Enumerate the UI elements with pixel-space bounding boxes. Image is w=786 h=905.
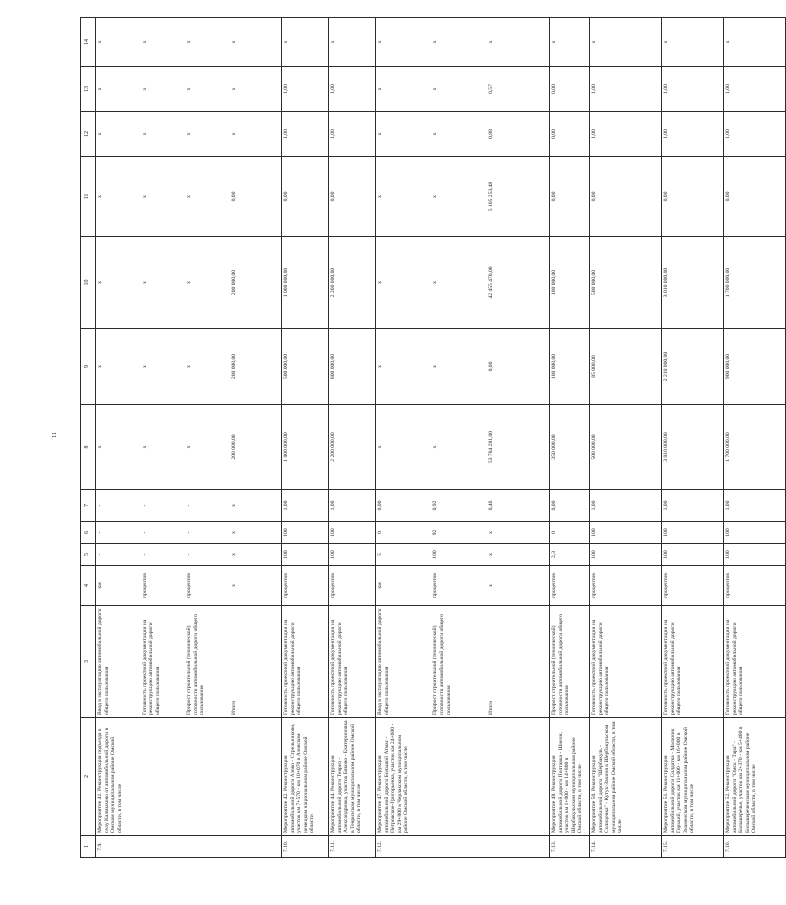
ratio: [662, 490, 724, 522]
planned-value: [376, 544, 550, 566]
indicator-name: [376, 606, 550, 718]
unit-line: процентов: [725, 573, 731, 598]
index-c: [96, 18, 282, 67]
ratio-line: 1,00: [663, 500, 669, 511]
unit-line: процентов: [663, 573, 669, 598]
budget-plan-line: 1 000 000,00: [283, 432, 289, 462]
row-number: 7.12.: [376, 836, 550, 858]
budget-period-line: 2 210 000,00: [663, 351, 669, 382]
ratio-line: 0,46: [487, 500, 494, 511]
ratio-line: -: [97, 504, 103, 507]
budget-fact-line: 0,00: [663, 191, 669, 202]
table-row: [96, 18, 282, 858]
index-a-line: x: [230, 132, 237, 136]
index-b-line: x: [230, 87, 237, 91]
budget-period: [590, 329, 662, 405]
index-c: [282, 18, 329, 67]
index-c: [329, 18, 376, 67]
indicator-name-line: Готовность проектной документации на реконструкцию автомобильной дороги общего пользования: [330, 619, 350, 715]
budget-total-line: x: [186, 281, 192, 284]
index-c-line: x: [487, 40, 494, 44]
index-c-line: x: [141, 40, 148, 44]
header-cell: 10: [81, 237, 96, 329]
budget-plan-line: x: [141, 445, 148, 449]
actual-value-line: 100: [591, 528, 597, 537]
actual-value-line: -: [141, 531, 148, 534]
budget-total-line: 1 700 000,00: [725, 267, 731, 298]
indicator-name: [96, 606, 282, 718]
unit: [662, 566, 724, 606]
budget-plan-line: 200 000,00: [230, 434, 237, 460]
unit-line: км: [377, 582, 383, 589]
index-b-line: x: [141, 87, 148, 91]
unit-line: x: [487, 584, 494, 587]
ratio-line: x: [230, 504, 237, 507]
budget-total: [662, 237, 724, 329]
budget-plan: [376, 405, 550, 490]
index-a-line: x: [141, 132, 148, 136]
budget-period-line: x: [186, 365, 192, 368]
indicator-name: [590, 606, 662, 718]
budget-period: [724, 329, 786, 405]
indicator-name-line: Прирост строительной (технической) готовности автомобильной дороги общего пользования: [551, 614, 571, 715]
unit-line: процентов: [283, 573, 289, 598]
budget-plan: [282, 405, 329, 490]
actual-value-line: 0: [377, 531, 383, 534]
actual-value-line: -: [97, 531, 103, 534]
planned-value-line: 100: [432, 550, 439, 559]
unit-line: x: [230, 584, 237, 587]
index-b-line: x: [97, 87, 103, 91]
budget-period-line: 800 000,00: [330, 353, 336, 380]
header-cell: 4: [81, 566, 96, 606]
table-row: [282, 18, 329, 858]
actual-value: [329, 522, 376, 544]
actual-value: [96, 522, 282, 544]
indicator-name: [329, 606, 376, 718]
event-name: Мероприятие 44. Реконструкция автомобильной дороги Тевриз - Александровка, участок Бяково - Екатериновка в Тевризском муниципальном районе Омской области, в том числе: [329, 718, 376, 836]
planned-value-line: 5: [377, 553, 383, 556]
indicator-name: [550, 606, 590, 718]
budget-plan-line: 350 000,00: [551, 434, 557, 460]
event-name: Мероприятие 52. Реконструкция автомобильной дороги "Омск - Тара" - Большеречье, участок км 2+370 - км 5+400 в Большереченском муниципальном районе Омской области, в том числе: [724, 718, 786, 836]
index-a-line: 0,00: [551, 129, 557, 139]
budget-plan-line: x: [186, 445, 192, 449]
planned-value: [329, 544, 376, 566]
header-cell: 13: [81, 67, 96, 112]
budget-fact: [590, 157, 662, 237]
event-name: Мероприятие 50. Реконструкция автомобильной дороги "Шербакуль - Солнцевка" - Кутук-Захиня в Шербакульском муниципальном районе Омской области, в том числе: [590, 718, 662, 836]
planned-value-line: -: [186, 553, 192, 556]
actual-value-line: x: [230, 531, 237, 534]
indicator-name: [724, 606, 786, 718]
actual-value: [282, 522, 329, 544]
ratio: [550, 490, 590, 522]
ratio-line: -: [141, 504, 148, 507]
actual-value-line: 0: [551, 531, 557, 534]
header-cell: 3: [81, 606, 96, 718]
budget-total-line: x: [432, 281, 439, 284]
header-cell: 11: [81, 157, 96, 237]
header-cell: 14: [81, 18, 96, 67]
ratio-line: 1,00: [591, 500, 597, 511]
budget-period-line: x: [432, 365, 439, 368]
index-b: [329, 67, 376, 112]
index-a-line: 1,00: [283, 129, 289, 139]
budget-period: [282, 329, 329, 405]
budget-period-line: x: [141, 365, 148, 368]
planned-value-line: x: [487, 553, 494, 556]
index-b: [282, 67, 329, 112]
budget-fact-line: 0,00: [551, 191, 557, 202]
index-a-line: 1,00: [591, 129, 597, 139]
budget-plan: [590, 405, 662, 490]
budget-total: [96, 237, 282, 329]
index-a: [96, 112, 282, 157]
header-cell: 1: [81, 836, 96, 858]
header-row: [81, 18, 96, 858]
header-cell: 8: [81, 405, 96, 490]
budget-plan: [662, 405, 724, 490]
budget-fact-line: x: [186, 195, 192, 198]
planned-value: [590, 544, 662, 566]
budget-plan-line: 3 010 000,00: [663, 432, 669, 462]
index-a-line: x: [97, 132, 103, 136]
budget-plan-line: 500 000,00: [591, 434, 597, 460]
budget-fact-line: 5 105 253,48: [487, 181, 494, 212]
ratio: [376, 490, 550, 522]
index-c: [376, 18, 550, 67]
ratio-line: 1,00: [725, 500, 731, 511]
index-c: [724, 18, 786, 67]
page-number: 11: [52, 432, 58, 438]
planned-value-line: 100: [283, 550, 289, 559]
budget-fact-line: 0,00: [725, 191, 731, 202]
budget-period-line: 0,00: [487, 361, 494, 372]
budget-period: [376, 329, 550, 405]
budget-plan-line: 2 200 000,00: [330, 432, 336, 462]
budget-total-line: 500 000,00: [591, 269, 597, 296]
planned-value-line: 100: [725, 550, 731, 559]
index-a-line: 1,00: [725, 129, 731, 139]
unit: [376, 566, 550, 606]
budget-plan-line: 53 784 281,00: [487, 430, 494, 464]
indicator-name-line: Ввод в эксплуатацию автомобильной дороги общего пользования: [97, 608, 110, 715]
index-a: [662, 112, 724, 157]
planned-value-line: 100: [663, 550, 669, 559]
budget-total-line: 100 000,00: [551, 269, 557, 296]
index-b: [96, 67, 282, 112]
index-b-line: 1,00: [663, 84, 669, 94]
budget-total-line: x: [377, 281, 383, 284]
budget-plan-line: x: [377, 445, 383, 449]
data-table: [80, 17, 786, 858]
unit-line: км: [97, 582, 103, 589]
index-b: [550, 67, 590, 112]
ratio: [590, 490, 662, 522]
budget-fact: [282, 157, 329, 237]
indicator-name-line: Итого: [230, 700, 237, 715]
actual-value-line: 100: [663, 528, 669, 537]
budget-plan-line: x: [432, 445, 439, 449]
index-b-line: 0,57: [487, 84, 494, 94]
index-a-line: 1,00: [330, 129, 336, 139]
index-c-line: x: [283, 40, 289, 44]
index-b-line: x: [432, 87, 439, 91]
index-c-line: x: [377, 40, 383, 44]
index-b-line: 1,00: [283, 84, 289, 94]
ratio-line: 1,00: [283, 500, 289, 511]
index-a-line: x: [186, 132, 192, 136]
budget-fact-line: x: [377, 195, 383, 198]
index-c: [590, 18, 662, 67]
index-b: [724, 67, 786, 112]
budget-total: [550, 237, 590, 329]
budget-period: [329, 329, 376, 405]
unit-line: процентов: [141, 573, 148, 598]
row-number: 7.14.: [590, 836, 662, 858]
index-c-line: x: [432, 40, 439, 44]
budget-plan: [96, 405, 282, 490]
unit: [550, 566, 590, 606]
table-row: [550, 18, 590, 858]
planned-value-line: 100: [330, 550, 336, 559]
index-c-line: x: [591, 40, 597, 44]
row-number: 7.16.: [724, 836, 786, 858]
budget-total-line: 3 010 000,00: [663, 267, 669, 298]
event-name: Мероприятие 42. Реконструкция автомобильной дороги Азово - Стрельниково, участок км 7+570 - км 10+070 в Азовском немецком национальном районе Омской области: [282, 718, 329, 836]
index-b-line: 0,00: [551, 84, 557, 94]
index-c-line: x: [186, 40, 192, 44]
unit-line: процентов: [591, 573, 597, 598]
indicator-name-line: Прирост строительной (технической) готовности автомобильной дороги общего пользования: [186, 614, 206, 715]
index-a: [724, 112, 786, 157]
index-b: [376, 67, 550, 112]
budget-fact: [376, 157, 550, 237]
row-number: 7.15.: [662, 836, 724, 858]
budget-fact: [724, 157, 786, 237]
planned-value: [724, 544, 786, 566]
ratio-line: -: [186, 504, 192, 507]
row-number: 7.10.: [282, 836, 329, 858]
budget-plan: [329, 405, 376, 490]
index-b: [590, 67, 662, 112]
index-c-line: x: [551, 40, 557, 44]
index-c-line: x: [230, 40, 237, 44]
actual-value-line: x: [487, 531, 494, 534]
index-c-line: x: [330, 40, 336, 44]
budget-fact: [550, 157, 590, 237]
budget-fact-line: x: [432, 195, 439, 198]
budget-period-line: 200 000,00: [230, 353, 237, 380]
table-row: [662, 18, 724, 858]
header-cell: 7: [81, 490, 96, 522]
planned-value-line: 100: [591, 550, 597, 559]
budget-period-line: 85 000,00: [591, 355, 597, 378]
row-number: 7.11.: [329, 836, 376, 858]
index-c-line: x: [663, 40, 669, 44]
actual-value: [376, 522, 550, 544]
planned-value-line: x: [230, 553, 237, 556]
planned-value-line: 2,3: [551, 551, 557, 558]
budget-total-line: 2 200 000,00: [330, 267, 336, 298]
header-cell: 5: [81, 544, 96, 566]
index-b-line: x: [377, 87, 383, 91]
index-c: [662, 18, 724, 67]
indicator-name: [282, 606, 329, 718]
event-name: Мероприятие 51. Реконструкция автомобильной дороги Солдатка - Малиник Горький, участок км 11+000 - км 16+000 в Знаменском муниципальном районе Омской области, в том числе: [662, 718, 724, 836]
budget-plan: [724, 405, 786, 490]
budget-period: [96, 329, 282, 405]
indicator-name-line: Прирост строительной (технической) готовности автомобильной дороги общего пользования: [432, 614, 452, 715]
budget-period-line: 500 000,00: [283, 353, 289, 380]
unit-line: процентов: [432, 573, 439, 598]
index-a: [329, 112, 376, 157]
budget-total-line: x: [97, 281, 103, 284]
ratio: [282, 490, 329, 522]
budget-fact-line: 0,00: [330, 191, 336, 202]
unit: [282, 566, 329, 606]
budget-total-line: 1 000 000,00: [283, 267, 289, 298]
planned-value: [662, 544, 724, 566]
event-name: Мероприятие 47. Реконструкция автомобильной дороги Большой Атмас - Петровское-Григорьевка, участок км 24+600 - км 29+800 в Черлакском муниципальном районе Омской области, в том числе: [376, 718, 550, 836]
event-name: Мероприятие 48. Реконструкция автомобильной дороги Полтавка - Шиели, участок км 1+000 - км 14+800 в Шербакульском муниципальном районе Омской области, в том числе: [550, 718, 590, 836]
ratio: [329, 490, 376, 522]
budget-period-line: x: [377, 365, 383, 368]
budget-total-line: 200 000,00: [230, 269, 237, 296]
budget-total: [329, 237, 376, 329]
index-a-line: 1,00: [663, 129, 669, 139]
table-row: [376, 18, 550, 858]
indicator-name: [662, 606, 724, 718]
event-name: Мероприятие 41. Реконструкция подъезда к селу Калмыково от автомобильной дороги в Омском муниципальном районе Омской области, в том числе: [96, 718, 282, 836]
budget-fact: [662, 157, 724, 237]
row-number: 7.9.: [96, 836, 282, 858]
budget-period-line: 900 000,00: [725, 353, 731, 380]
header-cell: 12: [81, 112, 96, 157]
budget-fact: [96, 157, 282, 237]
unit: [724, 566, 786, 606]
actual-value-line: -: [186, 531, 192, 534]
budget-plan: [550, 405, 590, 490]
budget-total: [282, 237, 329, 329]
budget-total-line: x: [141, 281, 148, 284]
actual-value: [662, 522, 724, 544]
index-a-line: 0,88: [487, 129, 494, 139]
actual-value-line: 100: [330, 528, 336, 537]
unit: [590, 566, 662, 606]
unit: [329, 566, 376, 606]
index-c-line: x: [97, 40, 103, 44]
budget-period-line: 100 000,00: [551, 353, 557, 380]
index-a: [550, 112, 590, 157]
planned-value-line: -: [141, 553, 148, 556]
budget-fact-line: 0,00: [230, 191, 237, 202]
indicator-name-line: Готовность проектной документации на реконструкцию автомобильной дороги общего пользования: [283, 619, 303, 715]
table-row: [724, 18, 786, 858]
unit-line: процентов: [186, 573, 192, 598]
budget-total: [590, 237, 662, 329]
planned-value: [282, 544, 329, 566]
actual-value-line: 92: [432, 529, 439, 536]
row-number: 7.13.: [550, 836, 590, 858]
budget-period: [550, 329, 590, 405]
planned-value: [550, 544, 590, 566]
budget-fact-line: 0,00: [283, 191, 289, 202]
budget-total: [376, 237, 550, 329]
budget-fact-line: 0,00: [591, 191, 597, 202]
table-row: [590, 18, 662, 858]
budget-plan-line: 1 700 000,00: [725, 432, 731, 462]
budget-plan-line: x: [97, 445, 103, 449]
unit-line: процентов: [551, 573, 557, 598]
actual-value-line: 100: [283, 528, 289, 537]
planned-value-line: -: [97, 553, 103, 556]
index-a: [590, 112, 662, 157]
ratio-line: 0,00: [377, 500, 383, 511]
actual-value-line: 100: [725, 528, 731, 537]
index-b-line: x: [186, 87, 192, 91]
actual-value: [550, 522, 590, 544]
indicator-name-line: Ввод в эксплуатацию автомобильной дороги общего пользования: [377, 608, 390, 715]
ratio: [96, 490, 282, 522]
ratio-line: 0,00: [551, 500, 557, 511]
index-b-line: 1,00: [725, 84, 731, 94]
actual-value: [724, 522, 786, 544]
index-a: [376, 112, 550, 157]
index-b-line: 1,00: [330, 84, 336, 94]
budget-fact: [329, 157, 376, 237]
unit-line: процентов: [330, 573, 336, 598]
budget-period-line: x: [97, 365, 103, 368]
ratio: [724, 490, 786, 522]
ratio-line: 1,00: [330, 500, 336, 511]
index-a-line: x: [432, 132, 439, 136]
budget-total-line: 42 455 470,08: [487, 266, 494, 299]
table-row: [329, 18, 376, 858]
indicator-name-line: Готовность проектной документации на реконструкцию автомобильной дороги общего пользования: [663, 619, 683, 715]
unit: [96, 566, 282, 606]
index-a-line: x: [377, 132, 383, 136]
index-c-line: x: [725, 40, 731, 44]
indicator-name-line: Итого: [487, 700, 494, 715]
indicator-name-line: Готовность проектной документации на реконструкцию автомобильной дороги общего пользования: [591, 619, 611, 715]
index-c: [550, 18, 590, 67]
budget-total: [724, 237, 786, 329]
index-a: [282, 112, 329, 157]
planned-value: [96, 544, 282, 566]
actual-value: [590, 522, 662, 544]
budget-fact-line: x: [97, 195, 103, 198]
budget-fact-line: x: [141, 195, 148, 198]
header-cell: 6: [81, 522, 96, 544]
indicator-name-line: Готовность проектной документации на реконструкцию автомобильной дороги общего пользования: [141, 619, 161, 715]
header-cell: 9: [81, 329, 96, 405]
index-b: [662, 67, 724, 112]
rotated-page: [80, 18, 758, 858]
budget-period: [662, 329, 724, 405]
indicator-name-line: Готовность проектной документации на реконструкцию автомобильной дороги общего пользования: [725, 619, 745, 715]
ratio-line: 0,92: [432, 500, 439, 511]
index-b-line: 1,00: [591, 84, 597, 94]
header-cell: 2: [81, 718, 96, 836]
